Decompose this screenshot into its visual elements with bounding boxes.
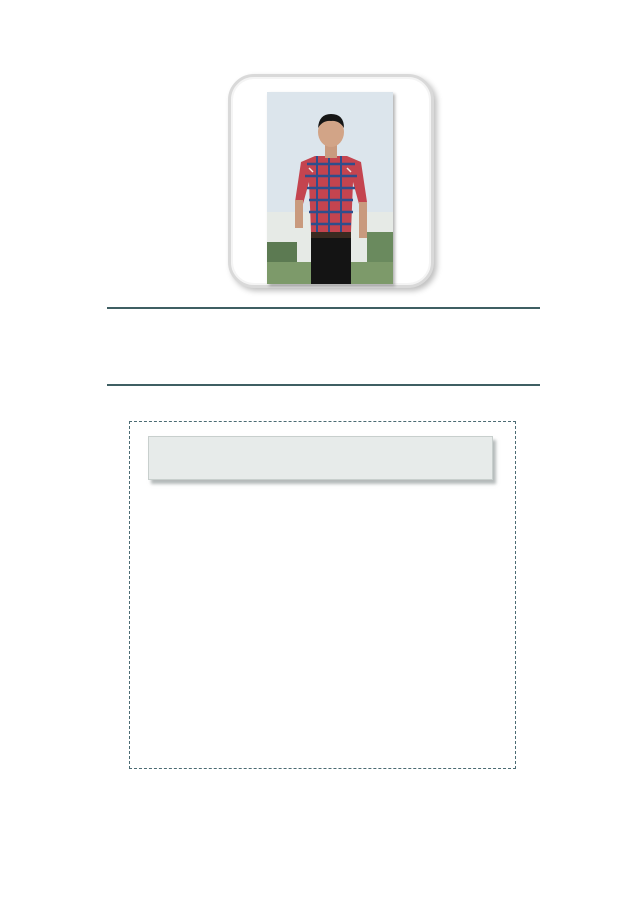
portrait-photo: [267, 92, 393, 284]
caption-bottom-rule: [107, 384, 540, 386]
intro-title-bar: [148, 436, 493, 480]
portrait-illustration: [267, 92, 393, 284]
caption-top-rule: [107, 307, 540, 309]
top-decorative-border: [42, 42, 594, 58]
bottom-decorative-border: [42, 836, 594, 852]
